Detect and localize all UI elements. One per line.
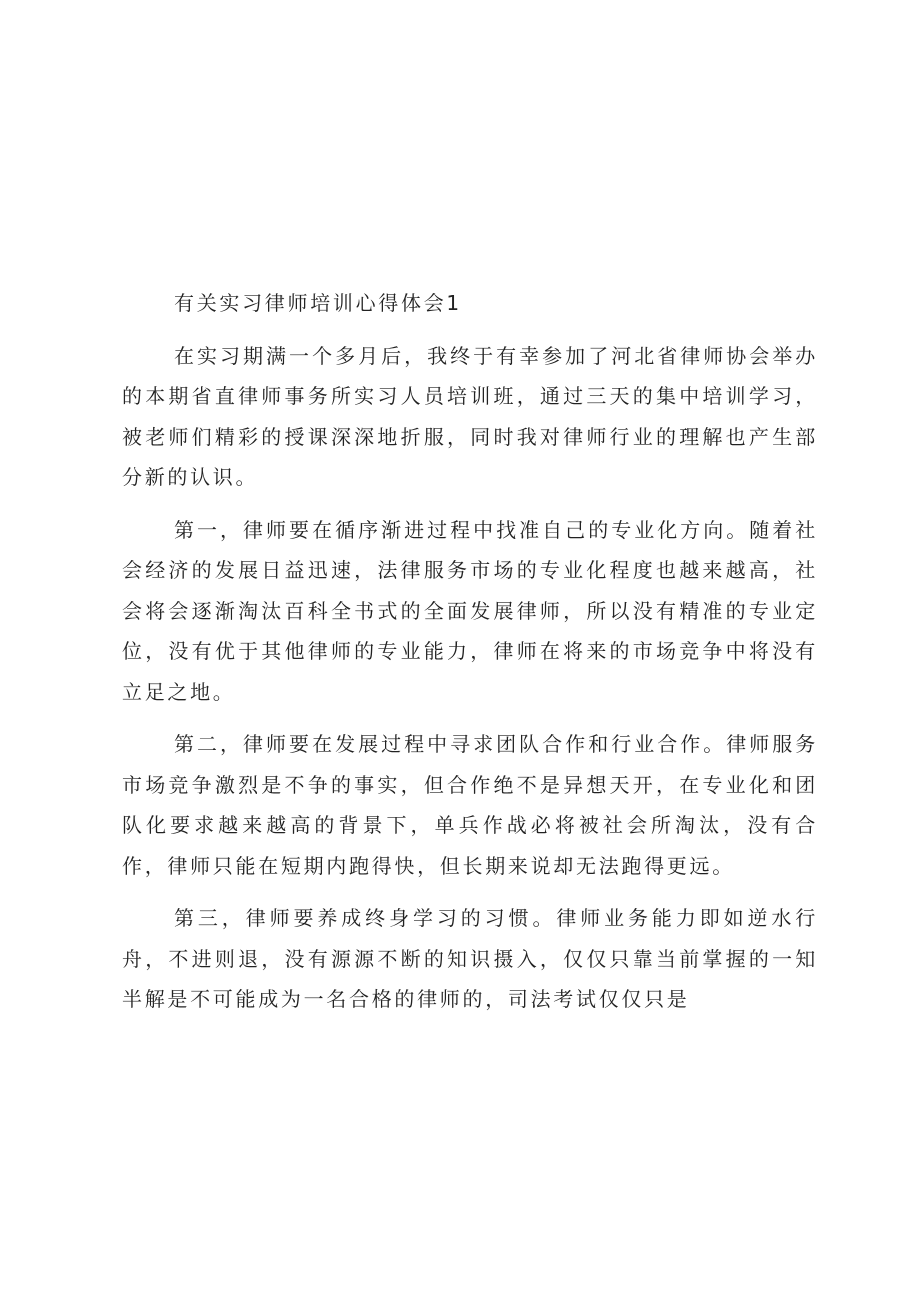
paragraph-third-point: 第三，律师要养成终身学习的习惯。律师业务能力即如逆水行舟，不进则退，没有源源不断的知识摄入，仅仅只靠当前掌握的一知半解是不可能成为一名合格的律师的，司法考试仅仅只是 bbox=[122, 906, 818, 1011]
paragraph-second-point: 第二，律师要在发展过程中寻求团队合作和行业合作。律师服务市场竞争激烈是不争的事实，但合作绝不是异想天开，在专业化和团队化要求越来越高的背景下，单兵作战必将被社会所淘汰，没有合作，律师只能在短期内跑得快，但长期来说却无法跑得更远。 bbox=[122, 732, 818, 878]
document-body bbox=[122, 283, 818, 1032]
document-title: 有关实习律师培训心得体会1 bbox=[174, 291, 462, 315]
paragraph-intro: 在实习期满一个多月后，我终于有幸参加了河北省律师协会举办的本期省直律师事务所实习人员培训班，通过三天的集中培训学习，被老师们精彩的授课深深地折服，同时我对律师行业的理解也产生部分新的认识。 bbox=[122, 343, 818, 489]
paragraph-first-point: 第一，律师要在循序渐进过程中找准自己的专业化方向。随着社会经济的发展日益迅速，法律服务市场的专业化程度也越来越高，社会将会逐渐淘汰百科全书式的全面发展律师，所以没有精准的专业定位，没有优于其他律师的专业能力，律师在将来的市场竞争中将没有立足之地。 bbox=[122, 517, 818, 704]
